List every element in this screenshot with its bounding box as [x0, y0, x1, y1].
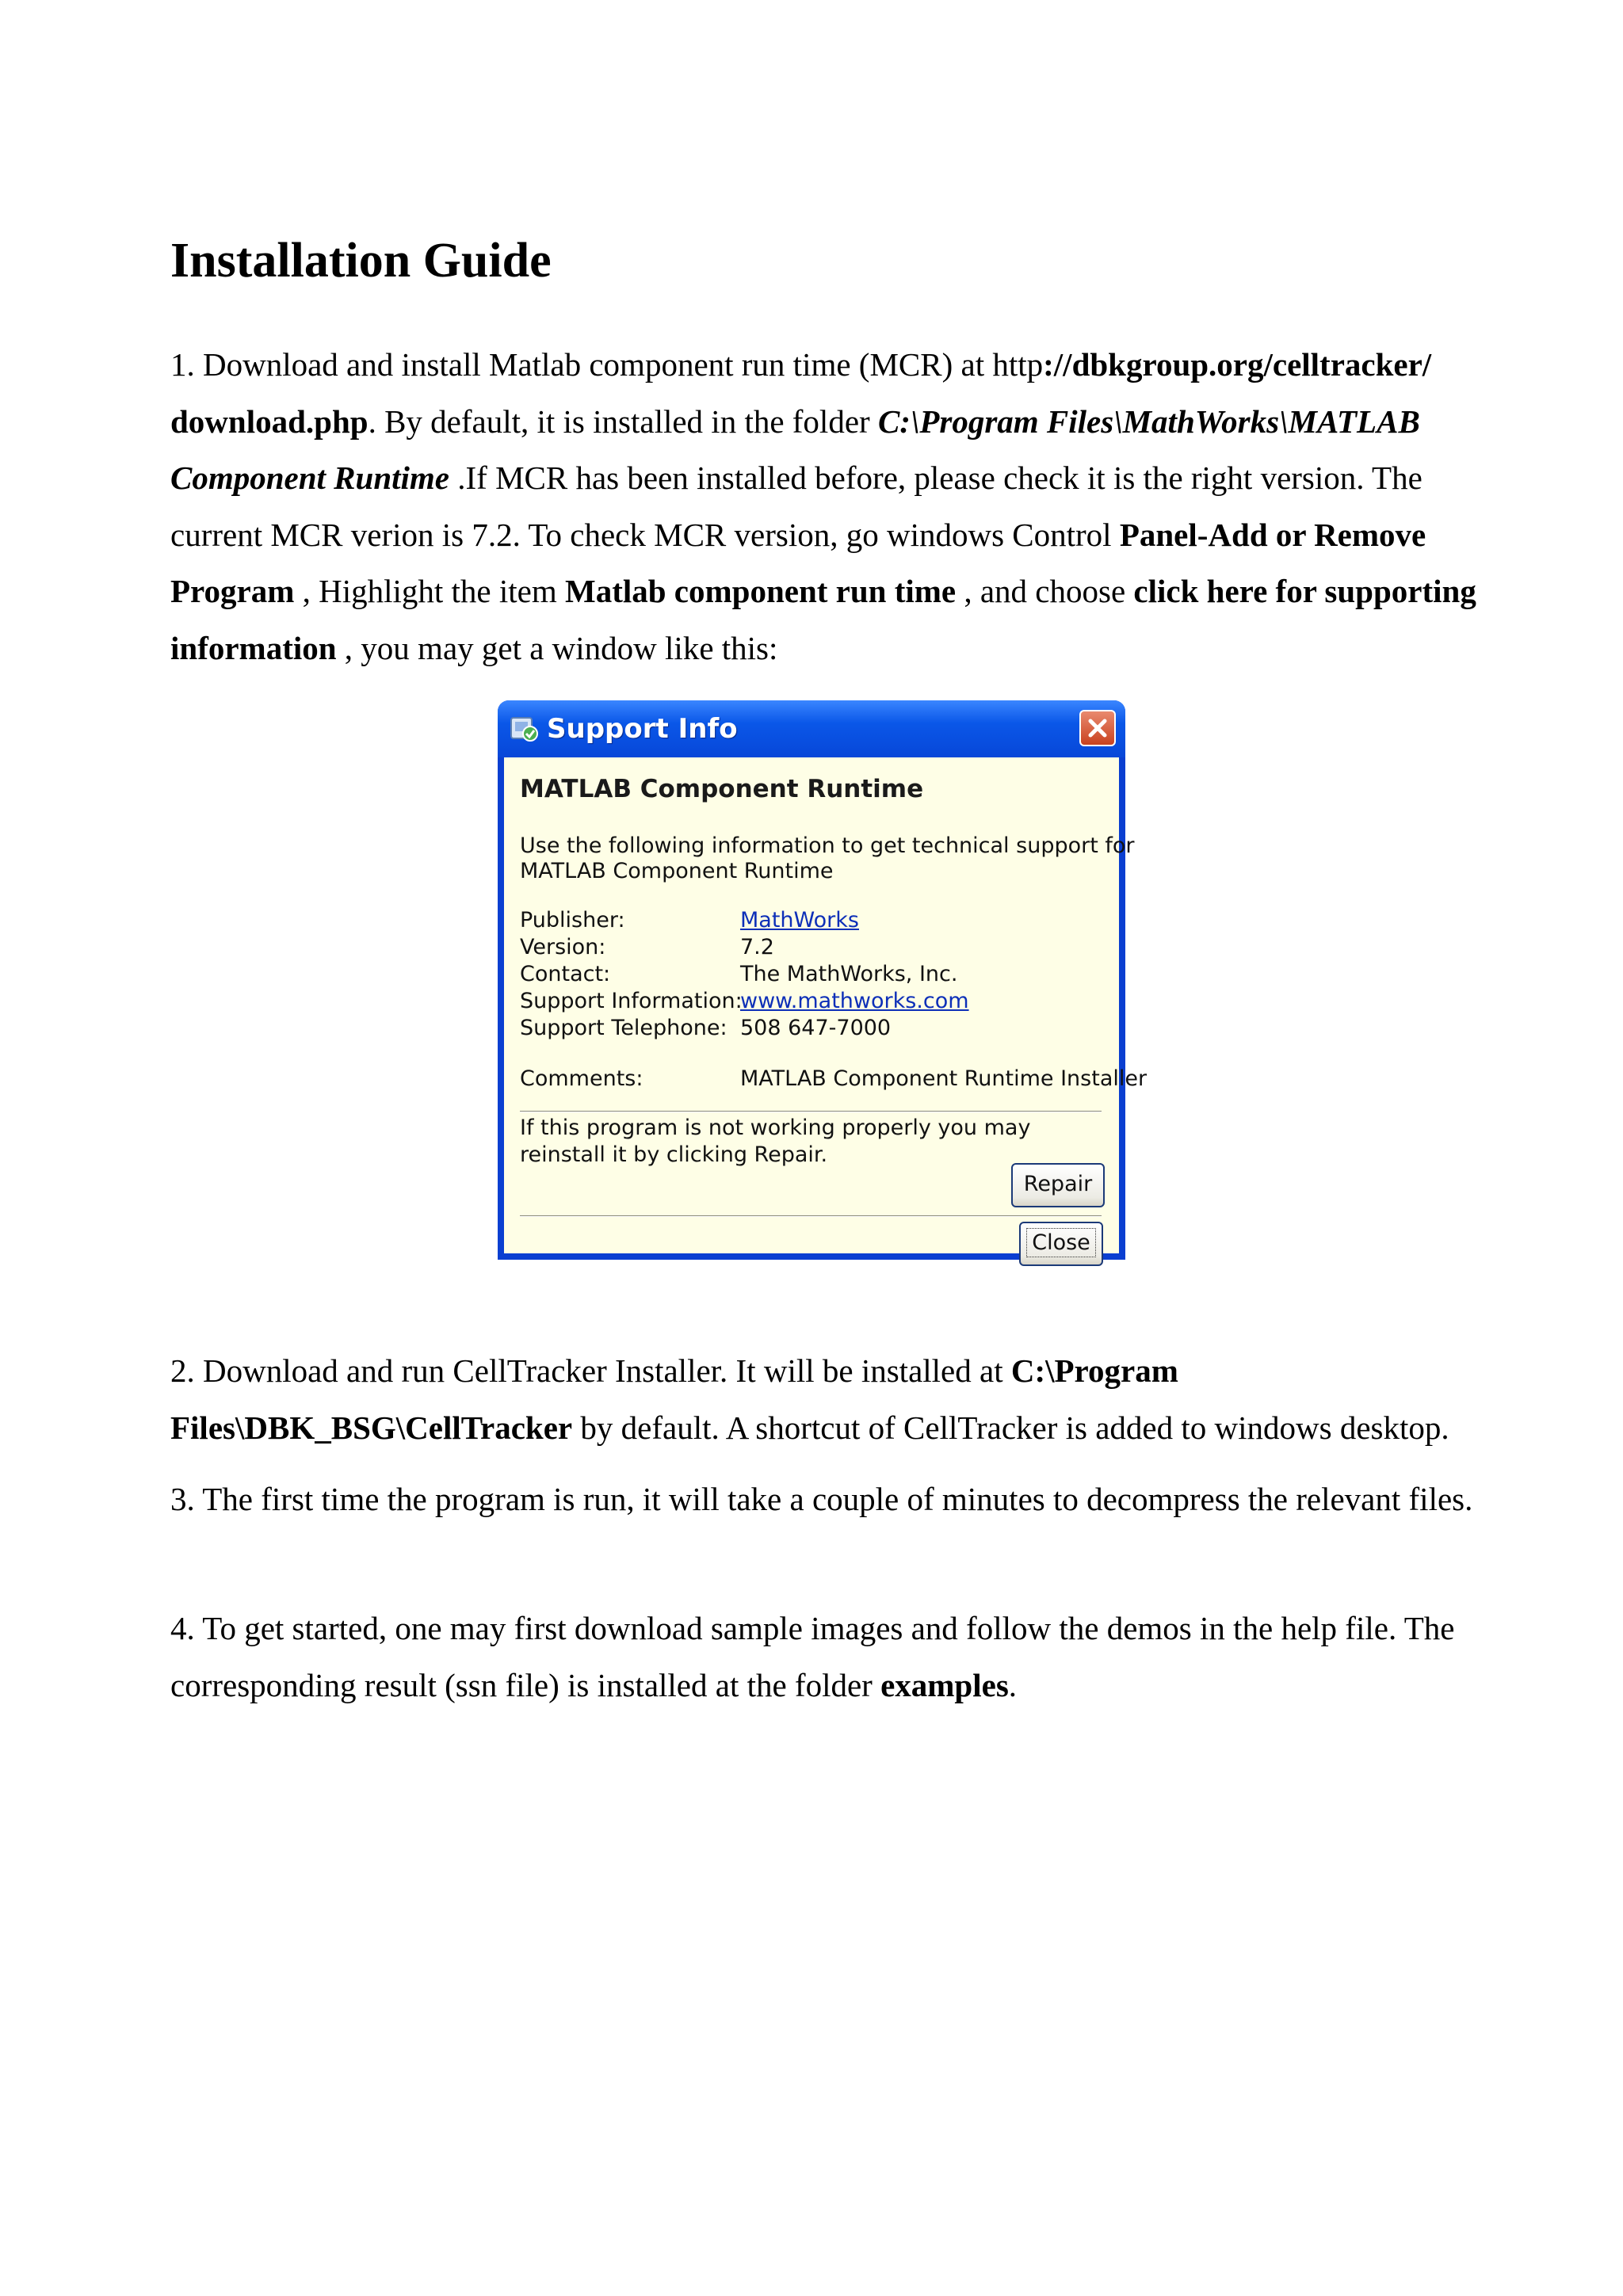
text-span: , Highlight the item: [294, 573, 565, 609]
close-button-label: Close: [1026, 1228, 1096, 1257]
publisher-link[interactable]: MathWorks: [740, 908, 859, 933]
support-info-dialog-screenshot: [498, 700, 1148, 1260]
support-telephone-label: Support Telephone:: [520, 1016, 727, 1040]
close-window-button[interactable]: [1079, 710, 1116, 746]
program-icon: [509, 713, 539, 743]
repair-button[interactable]: Repair: [1011, 1163, 1105, 1207]
step-3-paragraph: [170, 1471, 1478, 1528]
publisher-label: Publisher:: [520, 908, 625, 933]
step-2-paragraph: [170, 1343, 1478, 1456]
support-information-label: Support Information:: [520, 989, 743, 1013]
close-button[interactable]: [1019, 1222, 1103, 1266]
mcr-item-name: Matlab component run time: [565, 573, 957, 609]
examples-folder: examples: [880, 1666, 1009, 1703]
dialog-titlebar: [498, 700, 1125, 757]
dialog-intro-line-2: MATLAB Component Runtime: [520, 859, 834, 883]
control-panel-path: Panel-Add or Remove Program: [170, 516, 1426, 609]
dialog-intro-line-1: Use the following information to get technical support for: [520, 833, 1135, 858]
text-span: by default. A shortcut of CellTracker is added to windows desktop.: [572, 1409, 1449, 1446]
contact-value: The MathWorks, Inc.: [740, 962, 958, 986]
text-span: .If MCR has been installed before, please check it is the right version. The current MCR verion is 7.2. To check MCR version, go windows Control: [170, 460, 1423, 553]
text-span: 1. Download and install Matlab component run time (MCR) at http: [170, 346, 1044, 383]
comments-label: Comments:: [520, 1066, 643, 1091]
comments-value: MATLAB Component Runtime Installer: [740, 1066, 1148, 1091]
text-span: 2. Download and run CellTracker Installer. It will be installed at: [170, 1352, 1011, 1389]
divider: [520, 1215, 1102, 1217]
dialog-title: Support Info: [547, 713, 738, 745]
text-span: , and choose: [956, 573, 1134, 609]
celltracker-install-path: C:\Program Files\DBK_BSG\CellTracker: [170, 1352, 1178, 1446]
version-label: Version:: [520, 935, 606, 959]
support-link-name: click here for supporting information: [170, 573, 1476, 666]
text-span: , you may get a window like this:: [336, 629, 778, 666]
step-4-paragraph: [170, 1600, 1478, 1714]
repair-hint-line-1: If this program is not working properly you may: [520, 1116, 1031, 1140]
text-span: .: [1008, 1666, 1018, 1703]
text-span: . By default, it is installed in the folder: [368, 402, 878, 440]
page-title: Installation Guide: [170, 234, 552, 288]
dialog-body: [504, 757, 1148, 1255]
text-span: 4. To get started, one may first download sample images and follow the demos in the help file. The corresponding result (ssn file) is installed at the folder: [170, 1610, 1455, 1703]
close-icon: [1088, 719, 1107, 738]
support-information-link[interactable]: www.mathworks.com: [740, 989, 969, 1013]
repair-hint-line-2: reinstall it by clicking Repair.: [520, 1142, 828, 1167]
text-span: 3. The first time the program is run, it will take a couple of minutes to decompress the relevant files.: [170, 1481, 1473, 1517]
install-folder-path: C:\Program Files\MathWorks\MATLAB Component Runtime: [170, 402, 1420, 496]
step-1-paragraph: [170, 337, 1478, 677]
contact-label: Contact:: [520, 962, 611, 986]
support-telephone-value: 508 647-7000: [740, 1016, 892, 1040]
download-url: ://dbkgroup.org/celltracker/ download.php: [170, 346, 1432, 440]
dialog-heading: MATLAB Component Runtime: [520, 775, 924, 803]
version-value: 7.2: [740, 935, 774, 959]
divider: [520, 1111, 1102, 1112]
